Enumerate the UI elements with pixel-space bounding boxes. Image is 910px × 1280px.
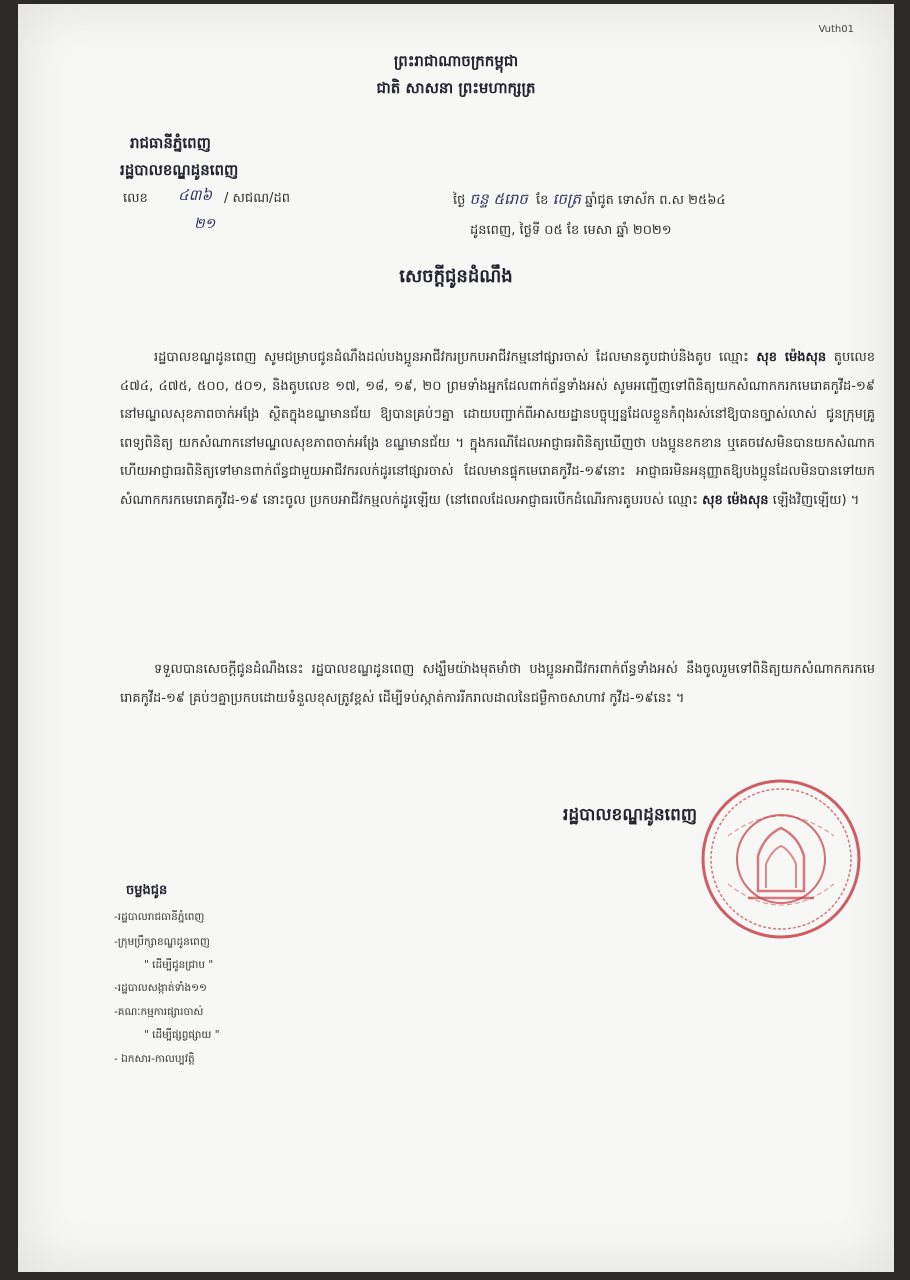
cc-item: - ឯកសារ-កាលប្បវត្តិ: [114, 1053, 195, 1065]
paragraph-1-text-a: រដ្ឋបាលខណ្ឌដូនពេញ សូមជម្រាបជូនដំណឹងដល់បងប្អូនអាជីវករប្រកបអាជីវកម្មនៅផ្សារចាស់ ដែលមានតូបជាប់និងតូប ឈ្មោះ: [154, 350, 757, 365]
cc-item: -ក្រុមប្រឹក្សាខណ្ឌដូនពេញ: [114, 936, 210, 948]
number-suffix: / សជណ/ដព: [224, 191, 290, 206]
official-seal: [698, 776, 864, 942]
lunar-date-handwritten: ចន្ទ ៥រោច: [469, 190, 528, 208]
lunar-date-suffix: ឆ្នាំជូត ទោស័ក ព.ស ២៥៦៤: [585, 193, 726, 208]
cc-item: -គណៈកម្មការផ្សារចាស់: [114, 1006, 204, 1018]
kingdom-motto: ជាតិ សាសនា ព្រះមហាក្សត្រ: [376, 79, 536, 97]
document-reference: Vuth01: [818, 24, 854, 35]
cc-title: ចម្លងជូន: [126, 883, 168, 898]
kingdom-heading: ព្រះរាជាណាចក្រកម្ពុជា: [393, 52, 519, 70]
district-admin-name: រដ្ឋបាលខណ្ឌដូនពេញ: [120, 161, 239, 179]
lunar-date-prefix: ថ្ងៃ: [453, 193, 466, 208]
document-page: [18, 4, 894, 1272]
solar-date: ដូនពេញ, ថ្ងៃទី ០៥ ខែ មេសា ឆ្នាំ ២០២១: [470, 223, 672, 238]
stall-owner-name: សុខ ម៉េងសុន: [756, 350, 827, 365]
cc-item: -រដ្ឋបាលសង្កាត់ទាំង១១: [114, 982, 207, 994]
paragraph-1-text-c: ឡើងវិញឡើយ) ។: [768, 492, 860, 508]
paragraph-1-text-b: តូបលេខ ៤៧៤, ៤៧៥, ៥០០, ៥០១, និងតូបលេខ ១៧, ១៨, ១៩, ២០ ព្រមទាំងអ្នកដែលពាក់ព័ន្ធទាំងអស់ សូមអញ្ជើញទៅពិនិត្យយកសំណាកករកមេរោគកូវីដ-១៩ នៅមណ្ឌលសុខភាពចាក់អង្រែ ស្ថិតក្នុងខណ្ឌមានជ័យ ឱ្យបានគ្រប់ៗគ្នា ដោយបញ្ជាក់ពីអាសយដ្ឋានបច្ចុប្បន្នដែលខ្លួនកំពុងរស់នៅឱ្យបានច្បាស់លាស់ ជូនក្រុមគ្រូពេទ្យពិនិត្យ យកសំណាកនៅមណ្ឌលសុខភាពចាក់អង្រែ ខណ្ឌមានជ័យ ។ ក្នុងករណីដែលអាជ្ញាធរពិនិត្យឃើញថា បងប្អូនខកខាន ឬគេចវេសមិនបានយកសំណាក ហើយអាជ្ញាធរពិនិត្យទៅមានពាក់ព័ន្ធជាមួយអាជីវករលក់ដូរនៅផ្សារចាស់ ដែលមានផ្ទុកមេរោគកូវីដ-១៩នោះ អាជ្ញាធរមិនអនុញ្ញាតឱ្យបងប្អូនដែលមិនបានទៅយកសំណាកករកមេរោគកូវីដ-១៩ នោះចូល ប្រកបអាជីវកម្មលក់ដូរឡើយ (នៅពេលដែលអាជ្ញាធរបើកដំណើរការតូបរបស់ ឈ្មោះ: [120, 350, 875, 508]
cc-item: " ដើម្បីជូនជ្រាប ": [144, 959, 214, 971]
handwritten-year: ២១: [194, 216, 216, 232]
lunar-date: [453, 190, 726, 212]
handwritten-number: ៤៣៦: [178, 186, 213, 204]
lunar-month-label: ខែ: [536, 193, 549, 208]
paragraph-2: [120, 656, 875, 713]
document-title: សេចក្តីជូនដំណឹង: [399, 266, 513, 287]
capital-name: រាជធានីភ្នំពេញ: [130, 134, 211, 152]
signature-org: រដ្ឋបាលខណ្ឌដូនពេញ: [563, 805, 698, 825]
paragraph-2-text: ទទួលបានសេចក្តីជូនដំណឹងនេះ រដ្ឋបាលខណ្ឌដូនពេញ សង្ឃឹមយ៉ាងមុតមាំថា បងប្អូនអាជីវករពាក់ព័ន្ធទាំងអស់ នឹងចូលរួមទៅពិនិត្យយកសំណាកករកមេរោគកូវីដ-១៩ គ្រប់ៗគ្នាប្រកបដោយទំនួលខុសត្រូវខ្ពស់ ដើម្បីទប់ស្កាត់ការរីករាលដាលនៃជម្ងឺកាចសាហាវ កូវីដ-១៩នេះ ។: [120, 662, 875, 706]
stall-owner-name-repeat: សុខ ម៉េងសុន: [702, 492, 769, 508]
number-label: លេខ: [123, 191, 148, 206]
paragraph-1: [120, 344, 875, 515]
cc-item: " ដើម្បីផ្សព្វផ្សាយ ": [144, 1029, 220, 1041]
cc-item: -រដ្ឋបាលរាជធានីភ្នំពេញ: [114, 911, 205, 923]
lunar-month-handwritten: ចេត្រ: [552, 190, 581, 208]
